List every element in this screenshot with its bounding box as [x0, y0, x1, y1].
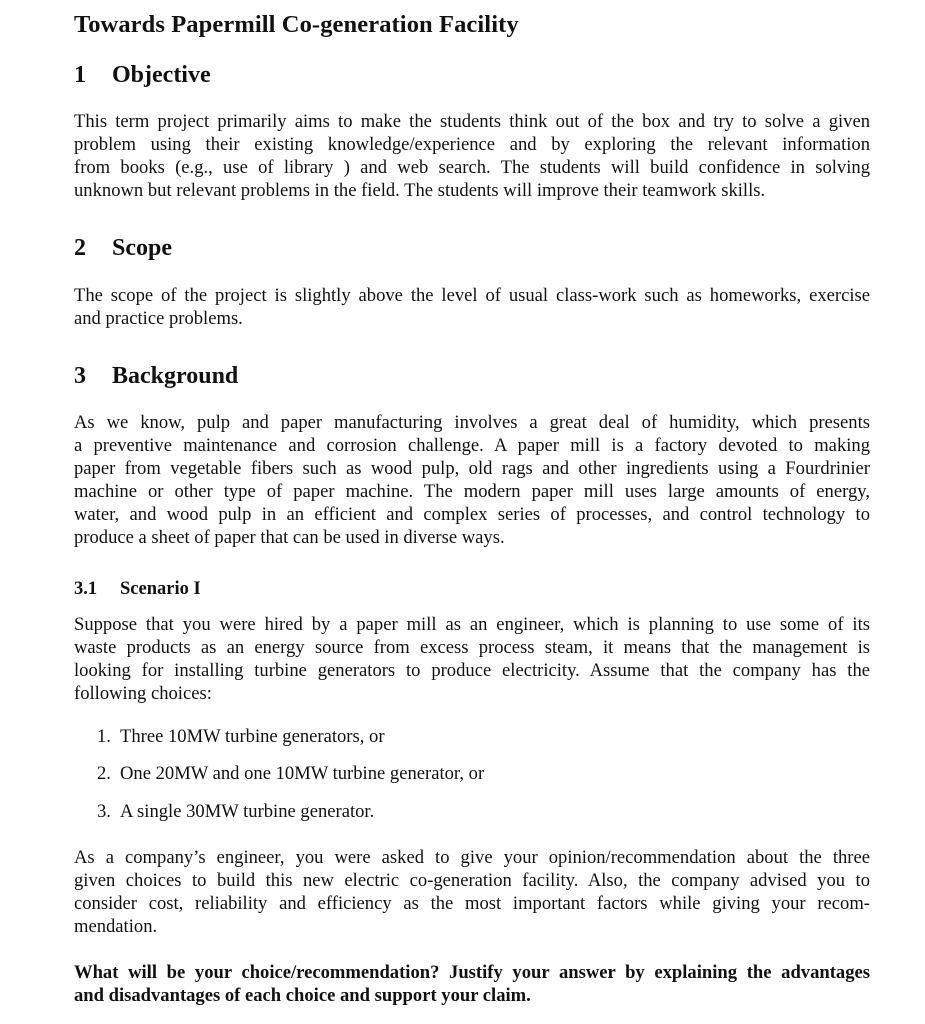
text-line: problem using their existing knowledge/experience and by exploring the relevant information — [74, 134, 870, 156]
recommendation-request-paragraph — [74, 846, 870, 938]
list-item-text: A single 30MW turbine generator. — [120, 801, 375, 822]
section-number: 1 — [74, 62, 86, 88]
list-item-number: 1. — [97, 726, 111, 747]
list-item-text: Three 10MW turbine generators, or — [120, 726, 385, 747]
subsection-heading-scenario-1 — [74, 579, 201, 600]
text-line: given choices to build this new electric co-generation facility. Also, the company advised you to — [74, 870, 870, 892]
section-heading-objective — [74, 62, 211, 89]
list-item — [97, 726, 385, 748]
scenario-intro-paragraph — [74, 613, 870, 705]
text-line: looking for installing turbine generators to produce electricity. Assume that the company has the — [74, 660, 870, 682]
text-line: As a company’s engineer, you were asked to give your opinion/recommendation about the three — [74, 847, 870, 868]
text-line: following choices: — [74, 683, 212, 705]
question-paragraph — [74, 961, 870, 1007]
text-line: mendation. — [74, 916, 158, 938]
text-line: machine or other type of paper machine. The modern paper mill uses large amounts of energy, — [74, 481, 870, 503]
document-title: Towards Papermill Co-generation Facility — [74, 11, 519, 38]
text-line: As we know, pulp and paper manufacturing involves a great deal of humidity, which presents — [74, 412, 870, 433]
scope-paragraph — [74, 284, 870, 330]
section-heading-scope — [74, 235, 172, 262]
text-line: water, and wood pulp in an efficient and complex series of processes, and control technology to — [74, 504, 870, 526]
section-number: 3 — [74, 363, 86, 389]
text-line: a preventive maintenance and corrosion challenge. A paper mill is a factory devoted to making — [74, 435, 870, 457]
list-item-text: One 20MW and one 10MW turbine generator, or — [120, 763, 485, 784]
section-title: Objective — [112, 62, 211, 88]
text-line: produce a sheet of paper that can be used in diverse ways. — [74, 527, 505, 549]
text-line: unknown but relevant problems in the field. The students will improve their teamwork skills. — [74, 180, 766, 202]
objective-paragraph — [74, 110, 870, 202]
text-line: waste products as an energy source from excess process steam, it means that the management is — [74, 637, 870, 659]
section-title: Scope — [112, 235, 172, 261]
section-number: 2 — [74, 235, 86, 261]
subsection-number: 3.1 — [74, 579, 98, 599]
background-paragraph — [74, 411, 870, 550]
text-line: from books (e.g., use of library ) and web search. The students will build confidence in solving — [74, 157, 870, 179]
text-line: This term project primarily aims to make the students think out of the box and try to solve a given — [74, 111, 870, 132]
list-item — [97, 763, 484, 785]
text-line: and practice problems. — [74, 308, 243, 330]
text-line: Suppose that you were hired by a paper mill as an engineer, which is planning to use some of its — [74, 614, 870, 635]
list-item — [97, 801, 374, 823]
text-line: paper from vegetable fibers such as wood pulp, old rags and other ingredients using a Fourdrinier — [74, 458, 870, 480]
subsection-title: Scenario I — [120, 579, 201, 599]
list-item-number: 3. — [97, 801, 111, 822]
text-line: The scope of the project is slightly above the level of usual class-work such as homeworks, exercise — [74, 285, 870, 306]
list-item-number: 2. — [97, 763, 111, 784]
section-heading-background — [74, 363, 238, 390]
text-line: and disadvantages of each choice and support your claim. — [74, 985, 531, 1007]
section-title: Background — [112, 363, 239, 389]
text-line: consider cost, reliability and efficiency as the most important factors while giving your recom- — [74, 893, 870, 915]
text-line: What will be your choice/recommendation? Justify your answer by explaining the advantages — [74, 962, 870, 983]
